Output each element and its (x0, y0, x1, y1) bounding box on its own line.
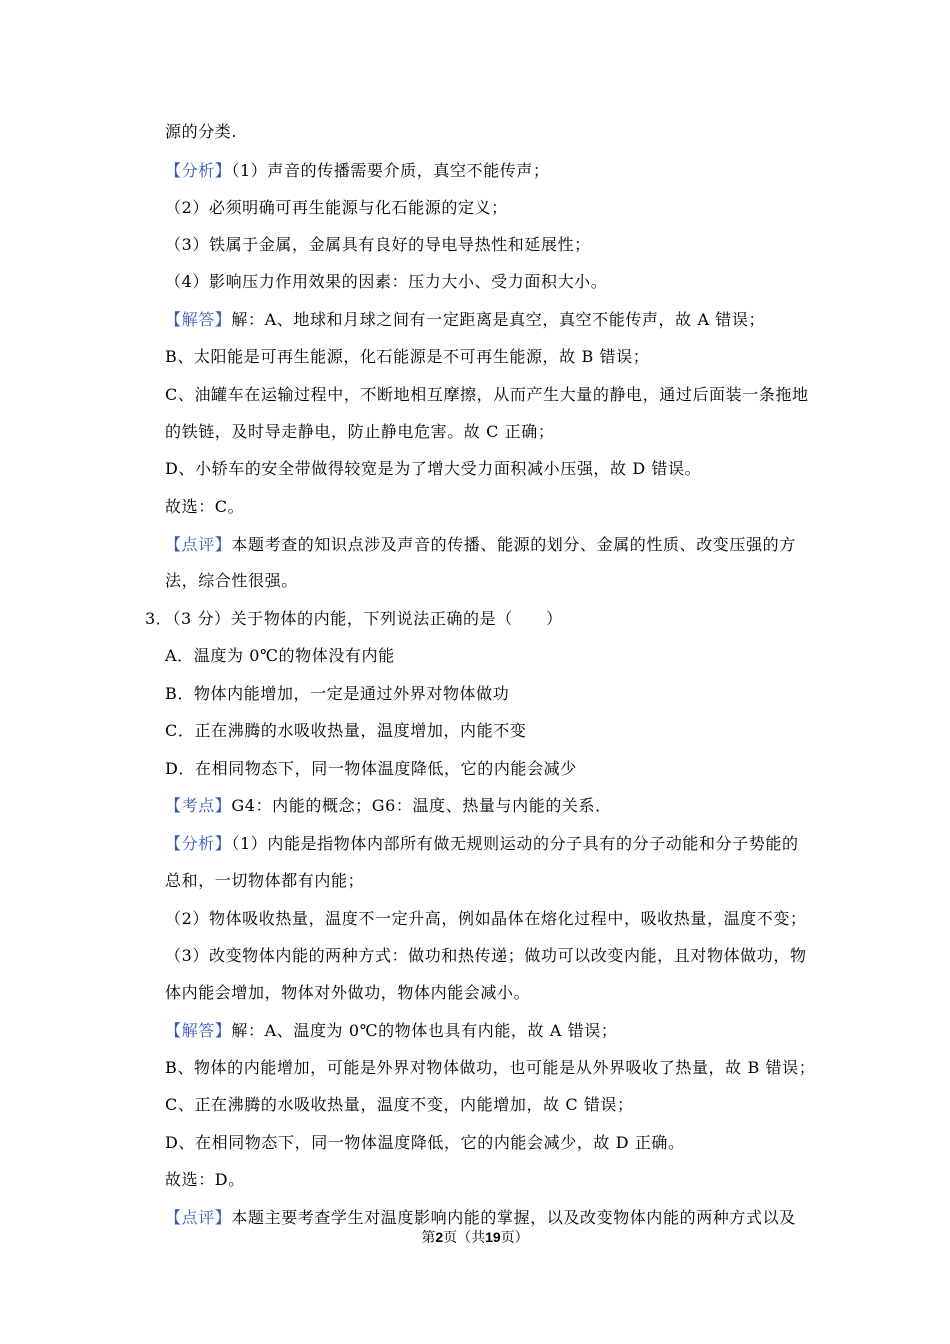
page-total: 19 (485, 1229, 501, 1245)
q3-analysis-line-3a: （3）改变物体内能的两种方式：做功和热传递；做功可以改变内能，且对物体做功，物 (165, 946, 807, 965)
comment-line-2: 法，综合性很强。 (165, 571, 298, 590)
q3-analysis-line-3b: 体内能会增加，物体对外做功，物体内能会减小。 (165, 983, 531, 1002)
option-a: A．温度为 0℃的物体没有内能 (165, 646, 395, 665)
q3-answer-line-d: D、在相同物态下，同一物体温度降低，它的内能会减少，故 D 正确。 (165, 1133, 685, 1152)
answer-line-c1: C、油罐车在运输过程中，不断地相互摩擦，从而产生大量的静电，通过后面装一条拖地 (165, 385, 809, 404)
page-number: 2 (435, 1229, 444, 1245)
option-d: D．在相同物态下，同一物体温度降低，它的内能会减少 (165, 759, 577, 778)
analysis-line-4: （4）影响压力作用效果的因素：压力大小、受力面积大小。 (165, 272, 608, 291)
q3-analysis-line-1a: 【分析】（1）内能是指物体内部所有做无规则运动的分子具有的分子动能和分子势能的 (165, 834, 799, 853)
point-tag: 【考点】 (165, 796, 232, 815)
comment-tag: 【点评】 (165, 535, 232, 554)
q3-analysis-line-1b: 总和，一切物体都有内能； (165, 871, 365, 890)
answer-line-b: B、太阳能是可再生能源，化石能源是不可再生能源，故 B 错误； (165, 347, 650, 366)
analysis-line-2: （2）必须明确可再生能源与化石能源的定义； (165, 198, 508, 217)
analysis-line-3: （3）铁属于金属，金属具有良好的导电导热性和延展性； (165, 235, 591, 254)
answer-line-a: 【解答】解：A、地球和月球之间有一定距离是真空，真空不能传声，故 A 错误； (165, 310, 766, 329)
answer-tag: 【解答】 (165, 310, 232, 329)
q3-analysis-tag: 【分析】 (165, 834, 232, 853)
analysis-line-1: 【分析】（1）声音的传播需要介质，真空不能传声； (165, 161, 550, 180)
q3-comment-line-1: 【点评】本题主要考查学生对温度影响内能的掌握，以及改变物体内能的两种方式以及 (165, 1208, 796, 1227)
q3-answer-line-c: C、正在沸腾的水吸收热量，温度不变，内能增加，故 C 错误； (165, 1095, 634, 1114)
q3-answer-line-a: 【解答】解：A、温度为 0℃的物体也具有内能，故 A 错误； (165, 1021, 618, 1040)
answer-line-d: D、小轿车的安全带做得较宽是为了增大受力面积减小压强，故 D 错误。 (165, 459, 702, 478)
q3-answer-line-b: B、物体的内能增加，可能是外界对物体做功，也可能是从外界吸收了热量，故 B 错误； (165, 1058, 816, 1077)
page-footer: 第2页（共19页） (421, 1229, 529, 1246)
analysis-tag: 【分析】 (165, 161, 232, 180)
prev-tail-text: 源的分类. (165, 122, 238, 141)
question-3-stem: 3．（3 分）关于物体的内能，下列说法正确的是（ ） (145, 609, 563, 628)
q3-analysis-line-2: （2）物体吸收热量，温度不一定升高，例如晶体在熔化过程中，吸收热量，温度不变； (165, 909, 807, 928)
option-b: B．物体内能增加，一定是通过外界对物体做功 (165, 684, 510, 703)
comment-line-1: 【点评】本题考查的知识点涉及声音的传播、能源的划分、金属的性质、改变压强的方 (165, 535, 796, 554)
answer-line-c2: 的铁链，及时导走静电，防止静电危害。故 C 正确； (165, 422, 555, 441)
q3-comment-tag: 【点评】 (165, 1208, 232, 1227)
option-c: C．正在沸腾的水吸收热量，温度增加，内能不变 (165, 721, 527, 740)
q3-choice-line: 故选：D。 (165, 1170, 245, 1189)
q3-answer-tag: 【解答】 (165, 1021, 232, 1040)
choice-line: 故选：C。 (165, 497, 245, 516)
point-line: 【考点】G4：内能的概念；G6：温度、热量与内能的关系． (165, 796, 612, 815)
